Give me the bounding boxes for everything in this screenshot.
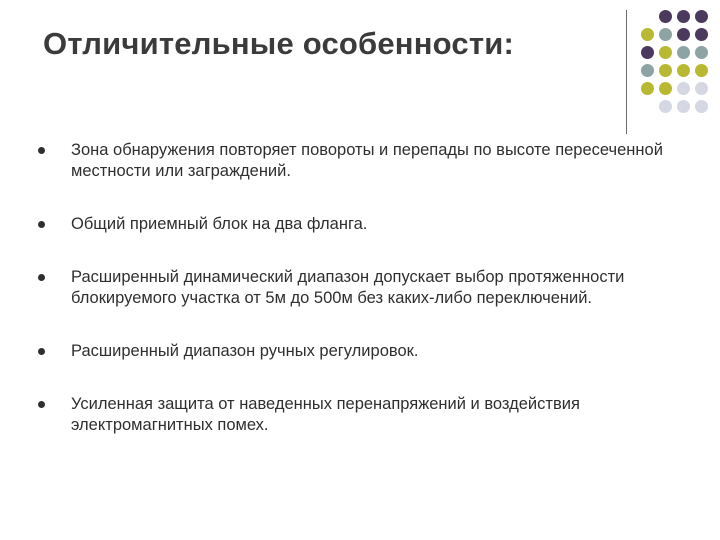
bullet-list (38, 140, 688, 436)
bullet-icon (38, 348, 45, 355)
decor-dot (659, 100, 672, 113)
decor-dot (641, 82, 654, 95)
bullet-text: Расширенный диапазон ручных регулировок. (71, 342, 419, 360)
decor-dot (695, 64, 708, 77)
decor-dot (659, 10, 672, 23)
decor-dot (695, 28, 708, 41)
bullet-icon (38, 221, 45, 228)
bullet-icon (38, 401, 45, 408)
decor-dot (677, 46, 690, 59)
decor-dot (677, 64, 690, 77)
bullet-text: Зона обнаружения повторяет повороты и перепады по высоте пересеченной местности или заграждений. (71, 141, 663, 180)
bullet-icon (38, 274, 45, 281)
decor-dot (695, 100, 708, 113)
vertical-divider (626, 10, 627, 134)
decor-dot (641, 28, 654, 41)
bullet-item (38, 140, 688, 182)
bullet-text: Усиленная защита от наведенных перенапряжений и воздействия электромагнитных помех. (71, 395, 580, 434)
bullet-text: Общий приемный блок на два фланга. (71, 215, 368, 233)
decor-dot (659, 46, 672, 59)
bullet-item (38, 214, 688, 235)
decor-dot (641, 64, 654, 77)
decor-dot (677, 28, 690, 41)
decor-dot (659, 64, 672, 77)
bullet-item (38, 394, 688, 436)
decor-dot (641, 46, 654, 59)
decor-dot (659, 82, 672, 95)
decor-dot (695, 10, 708, 23)
decor-dot (677, 100, 690, 113)
slide-title: Отличительные особенности: (43, 26, 514, 61)
decor-dot (677, 10, 690, 23)
bullet-item (38, 341, 688, 362)
decor-dot (695, 82, 708, 95)
bullet-text: Расширенный динамический диапазон допускает выбор протяженности блокируемого участка от 5м до 500м без каких-либо переключений. (71, 268, 625, 307)
decor-dot (677, 82, 690, 95)
bullet-item (38, 267, 688, 309)
decor-dot (695, 46, 708, 59)
decorative-dot-grid (641, 10, 720, 122)
decor-dot (659, 28, 672, 41)
bullet-icon (38, 147, 45, 154)
